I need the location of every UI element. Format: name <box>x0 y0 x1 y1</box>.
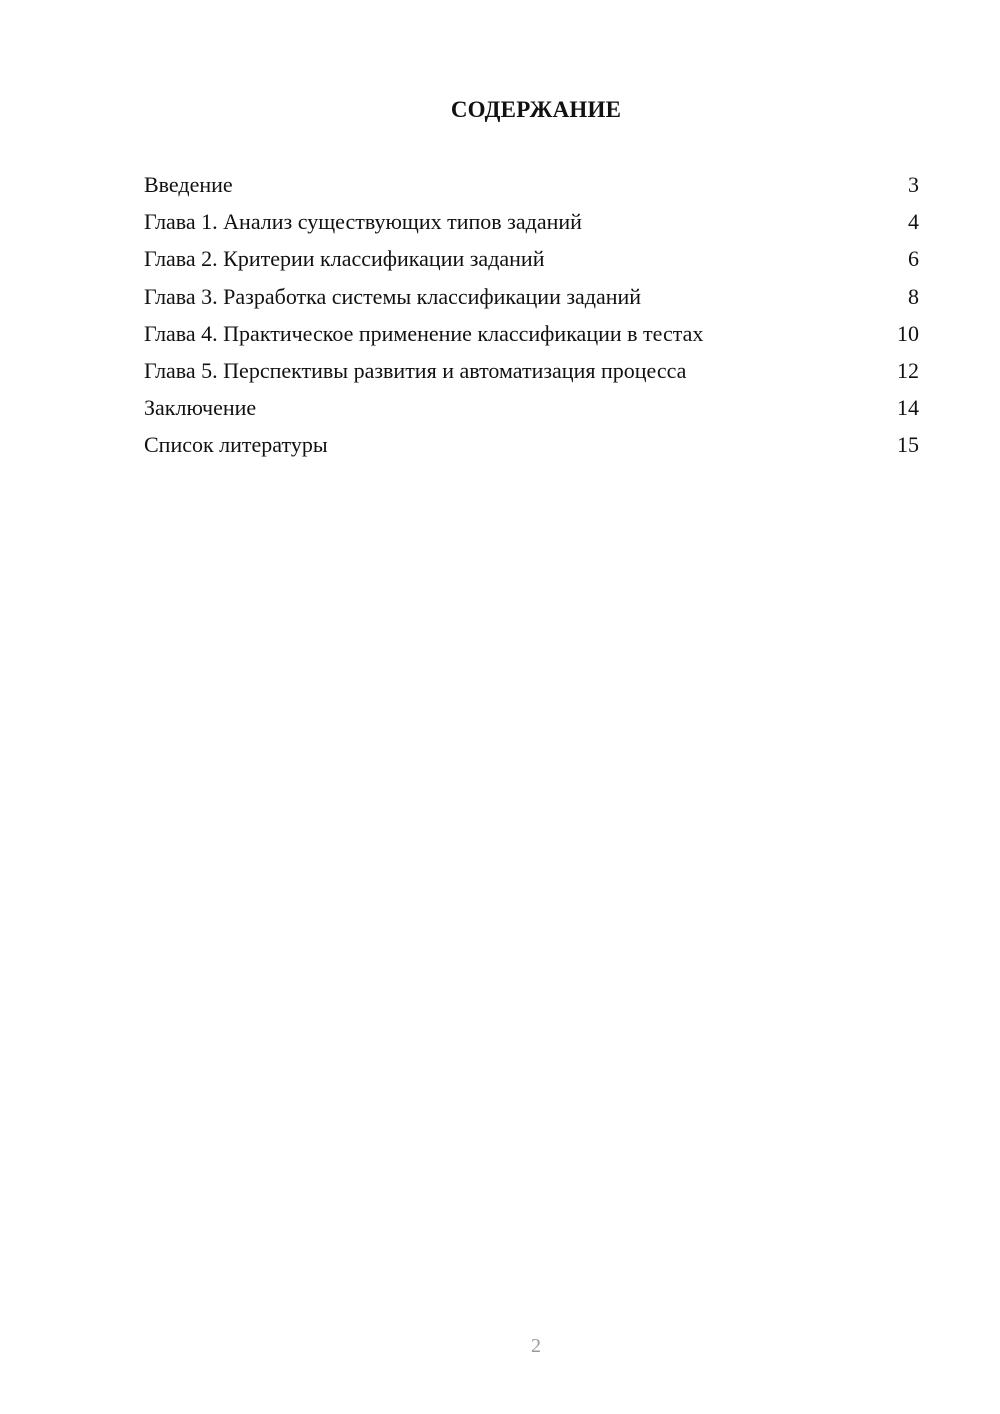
toc-entry-introduction <box>144 170 919 207</box>
page-number: 2 <box>531 1335 541 1357</box>
toc-entry-bibliography <box>144 430 919 467</box>
toc-entry-label: Глава 4. Практическое применение классификации в тестах <box>144 320 704 346</box>
toc-entry-label: Список литературы <box>144 432 328 458</box>
toc-entry-chapter-1 <box>144 207 919 244</box>
toc-entry-chapter-5 <box>144 356 919 393</box>
toc-entry-page-number: 10 <box>897 320 919 346</box>
toc-entry-label: Заключение <box>144 395 257 421</box>
toc-entry-page-number: 4 <box>908 209 919 235</box>
toc-entry-label: Глава 2. Критерии классификации заданий <box>144 246 545 272</box>
toc-entry-page-number: 8 <box>908 283 919 309</box>
toc-entry-page-number: 14 <box>897 395 919 421</box>
toc-entry-label: Глава 5. Перспективы развития и автоматизация процесса <box>144 357 687 383</box>
table-of-contents <box>144 170 919 468</box>
toc-entry-page-number: 3 <box>908 172 919 197</box>
toc-entry-label: Введение <box>144 172 233 197</box>
page-title: СОДЕРЖАНИЕ <box>450 97 622 122</box>
toc-entry-label: Глава 1. Анализ существующих типов заданий <box>144 209 582 235</box>
toc-entry-page-number: 6 <box>908 246 919 272</box>
toc-entry-chapter-3 <box>144 282 919 319</box>
toc-entry-chapter-2 <box>144 244 919 281</box>
toc-entry-label: Глава 3. Разработка системы классификации заданий <box>144 283 642 309</box>
toc-entry-conclusion <box>144 393 919 430</box>
toc-entry-page-number: 12 <box>897 357 919 383</box>
toc-entry-chapter-4 <box>144 319 919 356</box>
toc-entry-page-number: 15 <box>897 432 919 458</box>
